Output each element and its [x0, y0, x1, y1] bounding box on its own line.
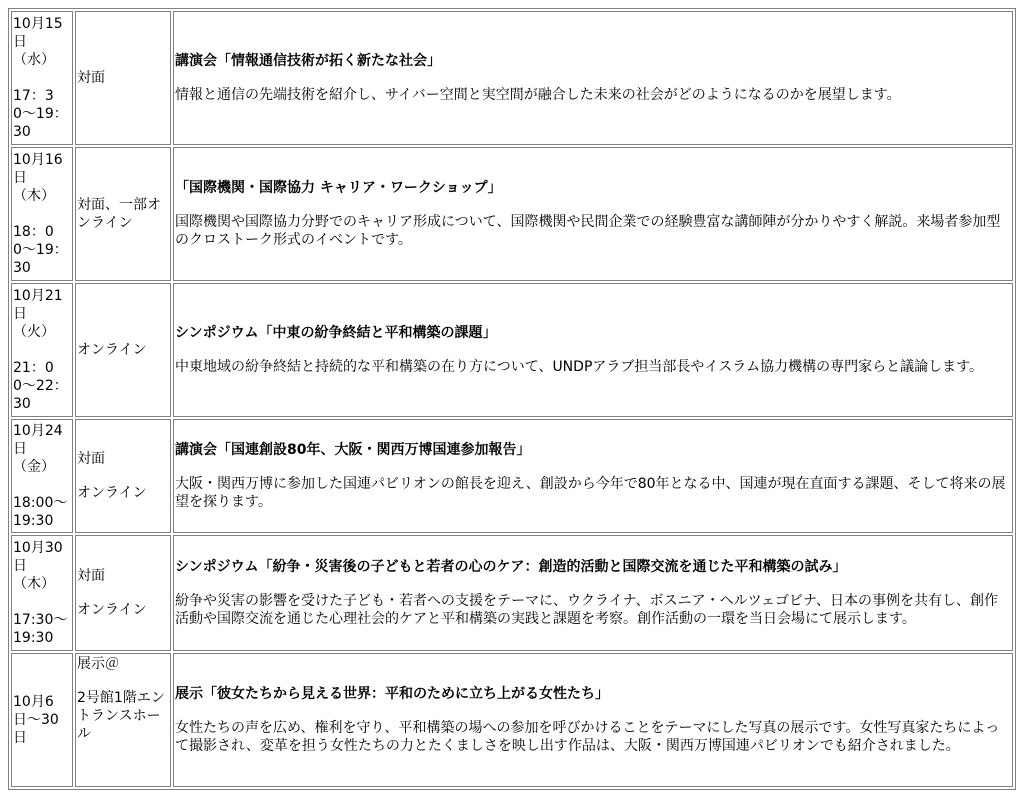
event-date: 10月6日〜30日	[13, 694, 59, 746]
event-description: 紛争や災害の影響を受けた子ども・若者への支援をテーマに、ウクライナ、ボスニア・ヘルツェゴビナ、日本の事例を共有し、創作活動や国際交流を通じた心理社会的ケアと平和構築の実践と課題を考察。創作活動の一環を当日会場にて展示します。	[175, 593, 999, 627]
event-format: オンライン	[77, 342, 147, 358]
event-title: 展示「彼女たちから見える世界：平和のために立ち上がる女性たち」	[175, 686, 609, 702]
event-time: 18:00〜19:30	[13, 495, 68, 529]
event-time: 21：00〜22：30	[13, 360, 68, 412]
event-weekday: （木）	[13, 188, 55, 204]
event-date-cell	[11, 419, 73, 533]
event-description: 女性たちの声を広め、権利を守り、平和構築の場への参加を呼びかけることをテーマにした写真の展示です。女性写真家たちによって撮影され、変革を担う女性たちの力とたくましさを映し出す作品は、大阪・関西万博国連パビリオンでも紹介されました。	[175, 720, 1000, 754]
event-row	[11, 535, 1013, 651]
event-row	[11, 147, 1013, 281]
event-date: 10月16日	[13, 152, 63, 186]
event-weekday: （水）	[13, 52, 55, 68]
event-format-cell	[75, 283, 171, 417]
event-time: 18：00〜19：30	[13, 224, 68, 276]
event-date-cell	[11, 147, 73, 281]
event-format: 対面	[77, 70, 105, 86]
event-date: 10月30日	[13, 540, 63, 574]
event-description-cell	[173, 11, 1013, 145]
event-date: 10月21日	[13, 288, 63, 322]
event-row	[11, 419, 1013, 533]
event-format-cell	[75, 419, 171, 533]
event-description: 大阪・関西万博に参加した国連パビリオンの館長を迎え、創設から今年で80年となる中、国連が現在直面する課題、そして将来の展望を探ります。	[175, 476, 1006, 510]
event-date-cell	[11, 535, 73, 651]
event-format: 対面	[77, 568, 105, 584]
event-title: 講演会「国連創設80年、大阪・関西万博国連参加報告」	[175, 442, 531, 458]
event-format-cell	[75, 535, 171, 651]
event-row	[11, 11, 1013, 145]
event-description-cell	[173, 147, 1013, 281]
event-format-cell	[75, 11, 171, 145]
event-date-cell	[11, 283, 73, 417]
event-format: 対面、一部オンライン	[77, 197, 161, 231]
event-description: 国際機関や国際協力分野でのキャリア形成について、国際機関や民間企業での経験豊富な講師陣が分かりやすく解説。来場者参加型のクロストーク形式のイベントです。	[175, 214, 1001, 248]
event-row	[11, 653, 1013, 787]
event-format: オンライン	[77, 485, 147, 501]
event-title: シンポジウム「中東の紛争終結と平和構築の課題」	[175, 325, 497, 341]
event-format: 展示＠	[77, 656, 119, 672]
event-date-cell	[11, 11, 73, 145]
event-description-cell	[173, 535, 1013, 651]
event-description: 中東地域の紛争終結と持続的な平和構築の在り方について、UNDPアラブ担当部長やイスラム協力機構の専門家らと議論します。	[175, 359, 983, 375]
event-row	[11, 283, 1013, 417]
event-date: 10月15日	[13, 16, 63, 50]
event-date: 10月24日	[13, 423, 63, 457]
event-description-cell	[173, 419, 1013, 533]
event-format: オンライン	[77, 602, 147, 618]
events-table	[8, 8, 1016, 790]
event-title: 「国際機関・国際協力 キャリア・ワークショップ」	[175, 180, 502, 196]
event-time: 17：30〜19：30	[13, 88, 68, 140]
event-format-cell	[75, 147, 171, 281]
event-description-cell	[173, 653, 1013, 787]
event-format-cell	[75, 653, 171, 787]
event-weekday: （木）	[13, 576, 55, 592]
event-format: 2号館1階エントランスホール	[77, 690, 165, 742]
event-title: シンポジウム「紛争・災害後の子どもと若者の心のケア：創造的活動と国際交流を通じた平和構築の試み」	[175, 559, 847, 575]
event-description: 情報と通信の先端技術を紹介し、サイバー空間と実空間が融合した未来の社会がどのようになるのかを展望します。	[175, 87, 901, 103]
event-date-cell	[11, 653, 73, 787]
event-title: 講演会「情報通信技術が拓く新たな社会」	[175, 53, 441, 69]
event-weekday: （火）	[13, 324, 55, 340]
event-format: 対面	[77, 451, 105, 467]
event-weekday: （金）	[13, 459, 55, 475]
event-description-cell	[173, 283, 1013, 417]
event-time: 17:30〜19:30	[13, 612, 68, 646]
